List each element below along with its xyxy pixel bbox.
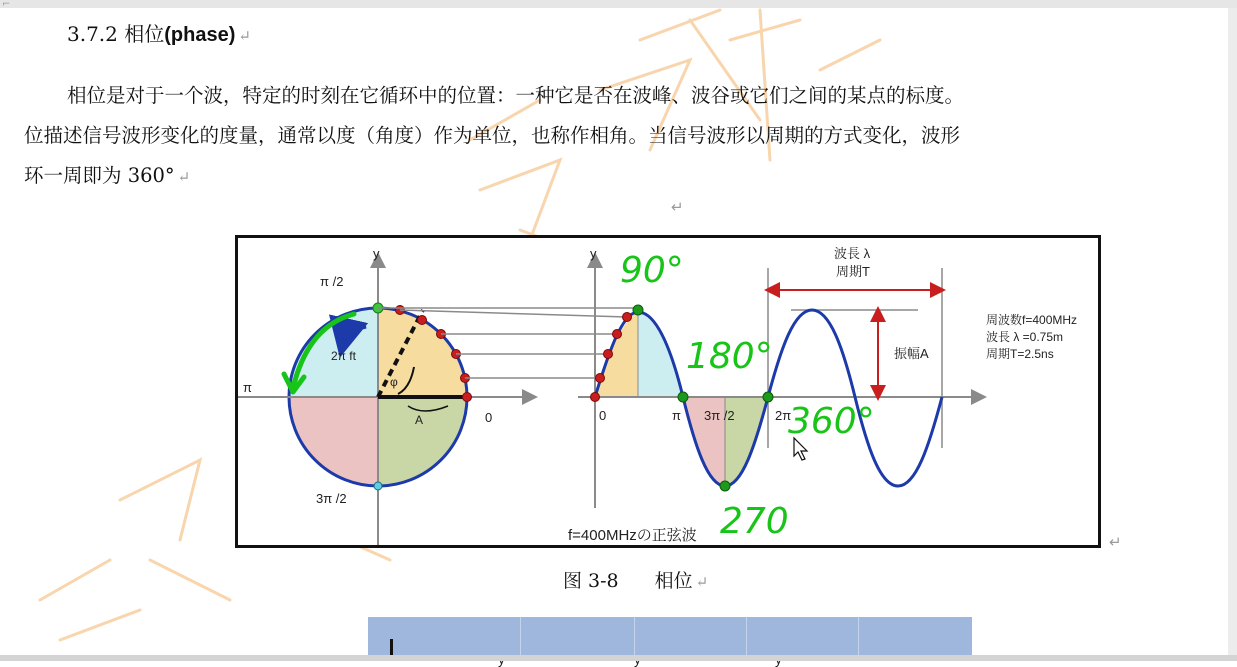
section-title-en: (phase) (164, 24, 236, 46)
phase-marker (463, 393, 472, 402)
phase-marker (763, 392, 773, 402)
axis-y-label: y (373, 246, 380, 261)
amplitude-label: 振幅A (894, 346, 929, 361)
phase-marker (678, 392, 688, 402)
caption-label: 图 3-8 (563, 570, 619, 592)
period-label: 周期T (836, 264, 870, 279)
wave-label-zero: 0 (599, 408, 607, 423)
paragraph-mark: ↵ (238, 27, 251, 45)
phase-marker (374, 482, 382, 490)
phase-marker (623, 313, 632, 322)
handwritten-360: 360° (788, 401, 875, 442)
figure-caption (563, 566, 708, 593)
label-phi: φ (390, 375, 398, 389)
info-period: 周期T=2.5ns (986, 347, 1054, 361)
axis-y-label: y (590, 246, 597, 261)
page-corner-mark: ⌐ (2, 0, 11, 10)
paragraph-line (24, 156, 1237, 196)
phase-marker (418, 316, 427, 325)
sine-wave-group (578, 256, 983, 508)
phase-diagram (238, 238, 1101, 548)
handwritten-270: 270 (720, 501, 789, 542)
paragraph-mark: ↵ (177, 168, 191, 186)
paragraph-mark: ↵ (695, 573, 709, 591)
wave-label-three-pi-half: 3π /2 (704, 408, 735, 423)
window-bottom-bar (0, 655, 1237, 661)
phase-marker (613, 330, 622, 339)
paragraph-line-text: 环一周即为 360° (24, 164, 175, 187)
phase-marker (720, 481, 730, 491)
wave-label-pi: π (672, 408, 681, 423)
section-title-zh: 相位 (124, 22, 165, 46)
phase-marker (596, 374, 605, 383)
handwritten-90: 90° (620, 250, 684, 291)
label-pi: π (243, 380, 252, 395)
phase-marker (591, 393, 600, 402)
paragraph-line: 位描述信号波形变化的度量，通常以度（角度）作为单位，也称作相角。当信号波形以周期的方式变化，波形 (24, 124, 961, 147)
section-number: 3.7.2 (67, 22, 118, 46)
body-paragraph (24, 76, 1237, 196)
wave-label-two-pi: 2π (775, 408, 792, 423)
phase-figure (235, 235, 1101, 548)
figure-bottom-label: f=400MHzの正弦波 (568, 527, 697, 544)
paragraph-mark: ↵ (1109, 533, 1122, 551)
info-frequency: 周波数f=400MHz (986, 313, 1078, 327)
label-zero: 0 (485, 410, 493, 425)
paragraph-line: 相位是对于一个波，特定的时刻在它循环中的位置：一种它是否在波峰、波谷或它们之间的某点的标度。 (67, 84, 965, 107)
phase-marker (604, 350, 613, 359)
unit-circle-group (238, 256, 534, 548)
phase-marker (633, 305, 643, 315)
section-heading (67, 18, 251, 47)
window-top-strip (0, 0, 1237, 8)
label-amplitude-radius: A (415, 413, 424, 427)
info-wavelength: 波長 λ =0.75m (986, 330, 1064, 344)
label-three-pi-half: 3π /2 (316, 491, 347, 506)
label-pi-half: π /2 (320, 274, 344, 289)
wavelength-label: 波長 λ (834, 246, 871, 261)
paragraph-mark: ↵ (671, 198, 684, 216)
handwritten-180: 180° (686, 336, 773, 377)
caption-title: 相位 (654, 570, 693, 592)
label-2pi-ft: 2π ft (331, 349, 356, 363)
